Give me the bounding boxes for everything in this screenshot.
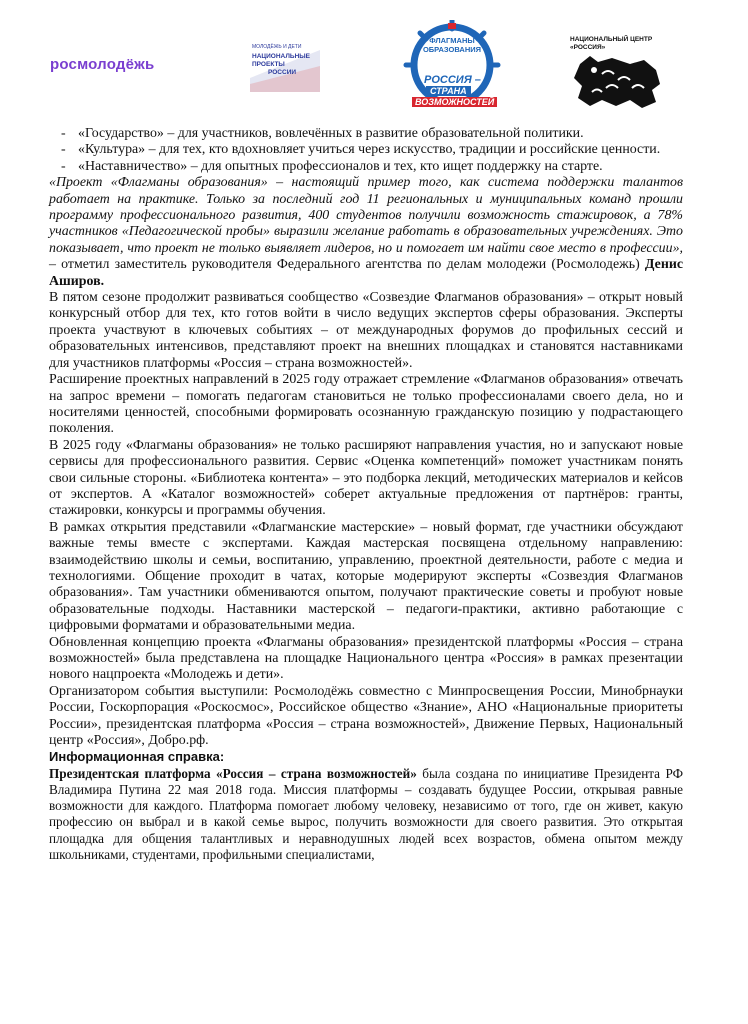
- list-item: [49, 126, 683, 142]
- info-paragraph: [49, 766, 683, 863]
- snow-leopard-icon: [572, 54, 664, 110]
- info-heading: Информационная справка:: [49, 749, 225, 765]
- list-item-text: «Наставничество» – для опытных профессионалов и тех, кто ищет поддержку на старте.: [78, 158, 603, 174]
- quote-text: «Проект «Флагманы образования» – настоящий пример того, как система поддержки талантов работает на практике. Только за последний год 11 региональных и муниципальных команд прошли программу профессионального развития, 400 студентов получили возможность стажировок, а 78% участников «Педагогической пробы» выразили желание работать в образовательных учреждениях. Это показывает, что проект не только выявляет лидеров, но и помогает им найти свое место в профессии»,: [49, 175, 683, 256]
- list-item: [49, 142, 683, 158]
- directions-list: [49, 126, 683, 175]
- page-header: [0, 0, 748, 122]
- document-body: [49, 126, 683, 863]
- flagmany-russia-text: РОССИЯ –: [424, 74, 481, 86]
- paragraph: Расширение проектных направлений в 2025 году отражает стремление «Флагманов образования» отвечать на запрос времени – помогать педагогам становиться не только профессионалами своего дела, но и носителями ценностей, способными формировать осознанную гражданскую позицию у подрастающего поколения.: [49, 372, 683, 437]
- flagmany-arc-text: ФЛАГМАНЫ ОБРАЗОВАНИЯ: [422, 36, 482, 54]
- np-line-2: НАЦИОНАЛЬНЫЕ: [252, 53, 310, 60]
- info-text: была создана по инициативе Президента РФ Владимира Путина 22 мая 2018 года. Миссия платформы – создавать будущее России, открывая равные возможности для каждого. Платформа помогает любому человеку, независимо от того, где он живет, какую профессию он выбрал и в какой семье вырос, получить возможности для своего развития. Это открытая площадка для общения талантливых и неравнодушных людей всех возрастов, обмена опытом между школьниками, студентами, профильными специалистами,: [49, 765, 683, 862]
- list-item-text: «Культура» – для тех, кто вдохновляет учиться через искусство, традиции и российские ценности.: [78, 142, 661, 158]
- national-center-russia-logo: [570, 36, 680, 111]
- quote-attribution: – отметил заместитель руководителя Федерального агентства по делам молодежи (Росмолодежь): [49, 257, 645, 273]
- quote-paragraph: [49, 175, 683, 290]
- np-line-3: ПРОЕКТЫ: [252, 61, 285, 68]
- dash-marker: -: [61, 126, 66, 141]
- info-lead: Президентская платформа «Россия – страна возможностей»: [49, 765, 417, 781]
- flagmany-obrazovaniya-logo: [392, 20, 512, 118]
- np-line-1: МОЛОДЁЖЬ И ДЕТИ: [252, 44, 302, 50]
- list-item-text: «Государство» – для участников, вовлечённых в развитие образовательной политики.: [78, 126, 584, 141]
- flagmany-vozmozhnostey-text: ВОЗМОЖНОСТЕЙ: [412, 97, 497, 107]
- list-item: [49, 159, 683, 175]
- nc-line-1: НАЦИОНАЛЬНЫЙ ЦЕНТР: [570, 36, 653, 43]
- paragraph: В пятом сезоне продолжит развиваться сообщество «Созвездие Флагманов образования» – открыт новый конкурсный отбор для тех, кто готов войти в число ведущих экспертов сферы образования. Эксперты проекта участвуют в ключевых событиях – от международных форумов до профильных сессий и образовательных интенсивов, представляют проект на внешних площадках и становятся наставниками для участников платформы «Россия – страна возможностей».: [49, 290, 683, 371]
- nc-line-2: «РОССИЯ»: [570, 44, 606, 51]
- paragraph: В 2025 году «Флагманы образования» не только расширяют направления участия, но и запускают новые сервисы для профессионального развития. Сервис «Оценка компетенций» поможет участникам понять свои сильные стороны. «Библиотека контента» – это подборка лекций, методических материалов и кейсов от экспертов. А «Каталог возможностей» соберет актуальные предложения от партнёров: гранты, стажировки, конкурсы и программы обучения.: [49, 437, 683, 519]
- rosmolodezh-logo: росмолодёжь: [50, 56, 155, 73]
- dash-marker: -: [61, 142, 66, 158]
- paragraph: Организатором события выступили: Росмолодёжь совместно с Минпросвещения России, Минобрнауки России, Госкорпорация «Роскосмос», Российское общество «Знание», АНО «Национальные приоритеты России», президентская платформа «Россия – страна возможностей», Движение Первых, Национальный центр «Россия», Добро.рф.: [49, 683, 683, 749]
- dash-marker: -: [61, 158, 66, 174]
- flagmany-strana-text: СТРАНА: [426, 86, 471, 96]
- quote-author: Денис Аширов.: [49, 257, 683, 289]
- np-line-4: РОССИИ: [268, 69, 297, 76]
- paragraph: В рамках открытия представили «Флагманские мастерские» – новый формат, где участники обсуждают важные темы вместе с экспертами. Каждая мастерская посвящена отдельному направлению: взаимодействию школы и семьи, воспитанию, управлению, проектной деятельности, работе с медиа и технологиями. Общение проходит в чатах, которые модерируют эксперты «Созвездия Флагманов образования». Там участники обмениваются опытом, получают практические советы и пробуют новые образовательные подходы. Наставники мастерской – педагоги-практики, активно работающие с цифровыми форматами и образовательными медиа.: [49, 519, 683, 634]
- paragraph: Обновленная концепцию проекта «Флагманы образования» президентской платформы «Россия – страна возможностей» была представлена на площадке Национального центра «Россия» в рамках презентации нового нацпроекта «Молодежь и дети».: [49, 634, 683, 683]
- national-projects-logo: [250, 44, 320, 96]
